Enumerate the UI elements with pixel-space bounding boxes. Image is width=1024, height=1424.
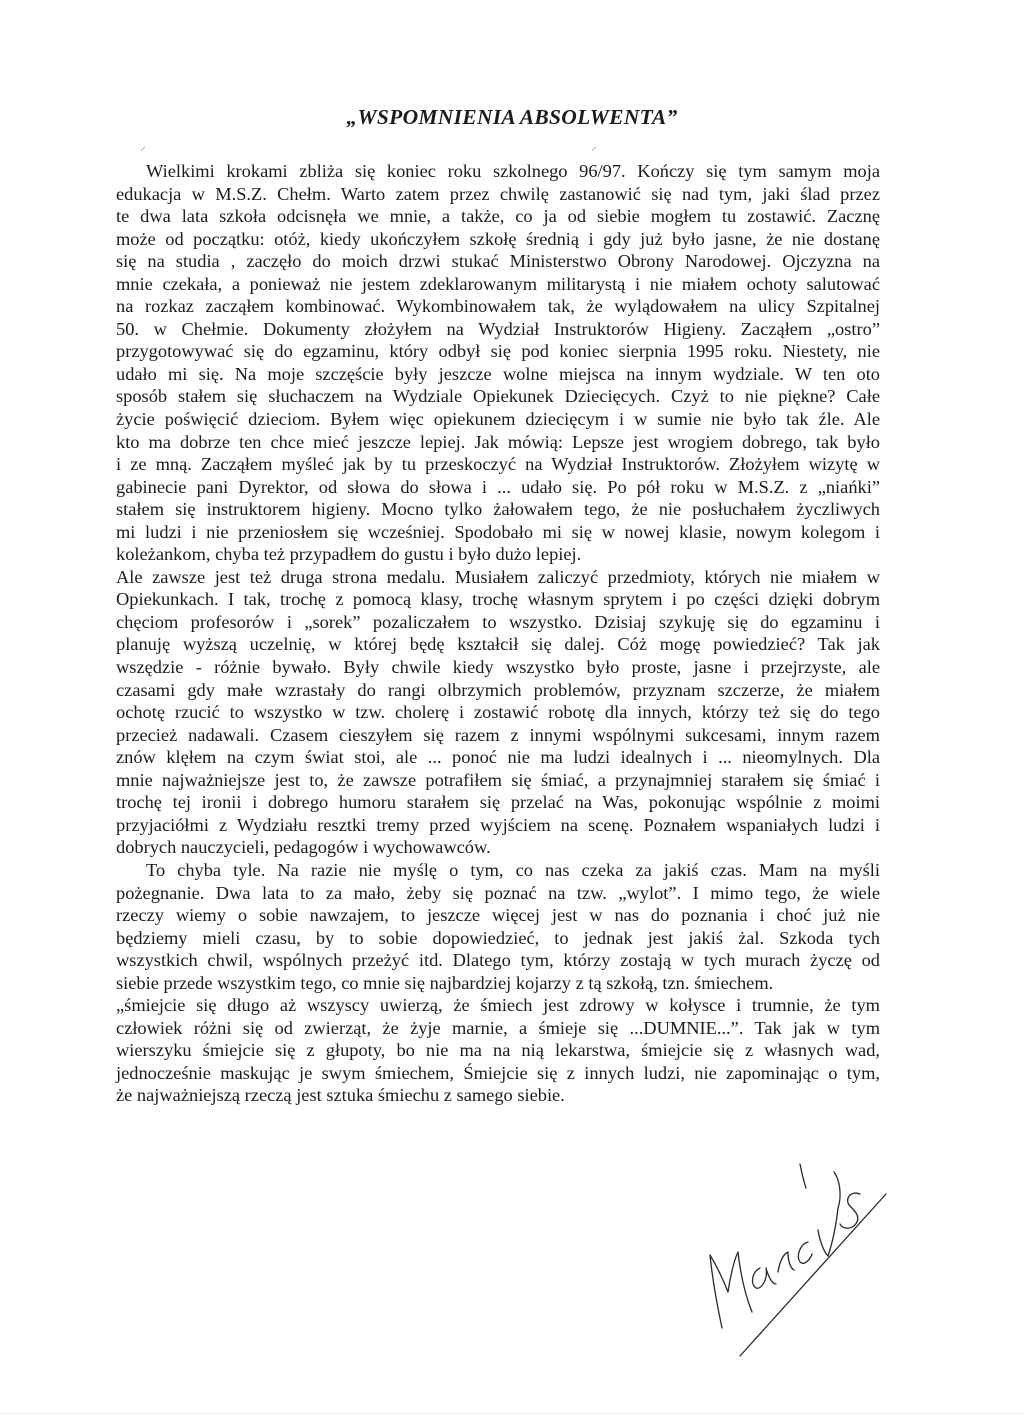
text-line: Opiekunkach. I tak, trochę z pomocą klasy, trochę własnym sprytem i po części dzięki dobrym [116,589,880,610]
text-line: człowiek różni się od zwierząt, że żyje marnie, a śmieje się ...DUMNIE...”. Tak jak w tym [116,1017,880,1038]
text-line: wszystkich chwil, wspólnych przeżyć itd. Dlatego tym, którzy zostają w tych murach życzę od [116,950,880,971]
text-line: planuję wyższą uczelnię, w której będę kształcił się dalej. Cóż mogę powiedzieć? Tak jak [116,634,880,655]
text-line: pożegnanie. Dwa lata to za mało, żeby się poznać na tzw. „wylot”. I mimo tego, że wiele [116,882,880,903]
text-line: wszędzie - różnie bywało. Były chwile kiedy wszystko było proste, jasne i przejrzyste, ale [116,657,880,678]
handwritten-signature [690,1160,890,1360]
page-bottom-edge [0,1413,1024,1424]
scan-speck: ⸝ [140,139,147,153]
text-line: udało mi się. Na moje szczęście były jeszcze wolne miejsca na innym wydziale. W ten oto [116,363,880,384]
text-line: jednocześnie maskując je swym śmiechem, Śmiejcie się z innych ludzi, nie zapominając o tym, [116,1062,880,1083]
text-line: przygotowywać się do egzaminu, który odbył się pod koniec sierpnia 1995 roku. Niestety, nie [116,341,880,362]
text-line: będziemy mieli czasu, by to sobie dopowiedzieć, to jednak jest jakiś żal. Szkoda tych [116,927,880,948]
text-line: ochotę rzucić to wszystko w tzw. cholerę i zostawić robotę dla innych, którzy też się do tego [116,702,880,723]
text-line: przyjaciółmi z Wydziału resztki tremy przed wyjściem na scenę. Poznałem wspaniałych ludzi i [116,814,880,835]
text-line: że najważniejszą rzeczą jest sztuka śmiechu z samego siebie. [116,1085,565,1106]
text-line: czasami gdy małe wzrastały do rangi olbrzymich problemów, przyznam szczerze, że miałem [116,679,880,700]
text-line: Wielkimi krokami zbliża się koniec roku szkolnego 96/97. Kończy się tym samym moja [146,161,880,181]
text-line: wierszyku śmiejcie się z głupoty, bo nie ma na nią lekarstwa, śmiejcie się z własnych wad, [116,1040,880,1061]
text-line: siebie przede wszystkim tego, co mnie się najbardziej kojarzy z tą szkołą, tzn. śmiechem. [116,972,774,993]
document-body [116,160,880,1107]
text-line: może od początku: otóż, kiedy ukończyłem szkołę średnią i gdy już było jasne, że nie dostanę [116,228,880,249]
text-line: się na studia , zaczęło do moich drzwi stukać Ministerstwo Obrony Narodowej. Ojczyzna na [116,251,880,272]
text-line: Ale zawsze jest też druga strona medalu. Musiałem zaliczyć przedmioty, których nie miałem w [116,566,880,587]
text-line: trochę tej ironii i dobrego humoru starałem się przelać na Was, pokonując wspólnie z moimi [116,792,880,813]
text-line: kto ma dobrze ten chce mieć jeszcze lepiej. Jak mówią: Lepsze jest wrogiem dobrego, tak było [116,431,880,452]
text-line: gabinecie pani Dyrektor, od słowa do słowa i ... udało się. Po pół roku w M.S.Z. z „niańki” [116,476,880,497]
text-line: przecież nadawali. Czasem cieszyłem się razem z innymi wspólnymi sukcesami, innym razem [116,724,880,745]
text-line: To chyba tyle. Na razie nie myślę o tym, co nas czeka za jakiś czas. Mam na myśli [146,859,880,880]
text-line: życie poświęcić dzieciom. Byłem więc opiekunem dziecięcym i w sumie nie było tak źle. Ale [116,409,880,430]
text-line: 50. w Chełmie. Dokumenty złożyłem na Wydział Instruktorów Higieny. Zacząłem „ostro” [116,318,880,339]
text-line: i ze mną. Zacząłem myśleć jak by tu przeskoczyć na Wydział Instruktorów. Złożyłem wizytę w [116,454,880,475]
text-line: te dwa lata szkoła odcisnęła we mnie, a także, co ja od siebie mogłem tu zostawić. Zacznę [116,206,880,227]
text-line: znów klęłem na czym świat stoi, ale ... ponoć nie ma ludzi idealnych i ... nieomylnych. Dla [116,747,880,768]
text-line: „śmiejcie się długo aż wszyscy uwierzą, że śmiech jest zdrowy w kołysce i trumnie, że tym [116,995,880,1016]
text-line: koleżankom, chyba też przypadłem do gustu i było dużo lepiej. [116,544,582,565]
document-title: „WSPOMNIENIA ABSOLWENTA” [346,105,678,129]
text-line: na rozkaz zacząłem kombinować. Wykombinowałem tak, że wylądowałem na ulicy Szpitalnej [116,296,880,317]
text-line: edukacja w M.S.Z. Chełm. Warto zatem przez chwilę zastanowić się nad tym, jaki ślad przez [116,183,880,204]
text-line: dobrych nauczycieli, pedagogów i wychowawców. [116,837,491,858]
text-line: rzeczy wiemy o sobie nawzajem, to jeszcze więcej jest w nas do poznania i choć już nie [116,905,880,926]
text-line: mnie czekała, a ponieważ nie jestem zdeklarowanym militarystą i nie miałem ochoty salutować [116,273,880,294]
text-line: mnie najważniejsze jest to, że zawsze potrafiłem się śmiać, a przynajmniej starałem się śmiać i [116,769,880,790]
text-line: sposób stałem się słuchaczem na Wydziale Opiekunek Dziecięcych. Czyż to nie piękne? Całe [116,386,880,407]
scan-speck: ⸝ [591,139,598,153]
text-line: stałem się instruktorem higieny. Mocno tylko żałowałem tego, że nie posłuchałem życzliwych [116,499,880,520]
text-line: chęciom profesorów i „sorek” pozaliczałem to wszystko. Dzisiaj szykuję się do egzaminu i [116,611,880,632]
text-line: mi ludzi i nie przeniosłem się wcześniej. Spodobało mi się w nowej klasie, nowym kolegom i [116,521,880,542]
